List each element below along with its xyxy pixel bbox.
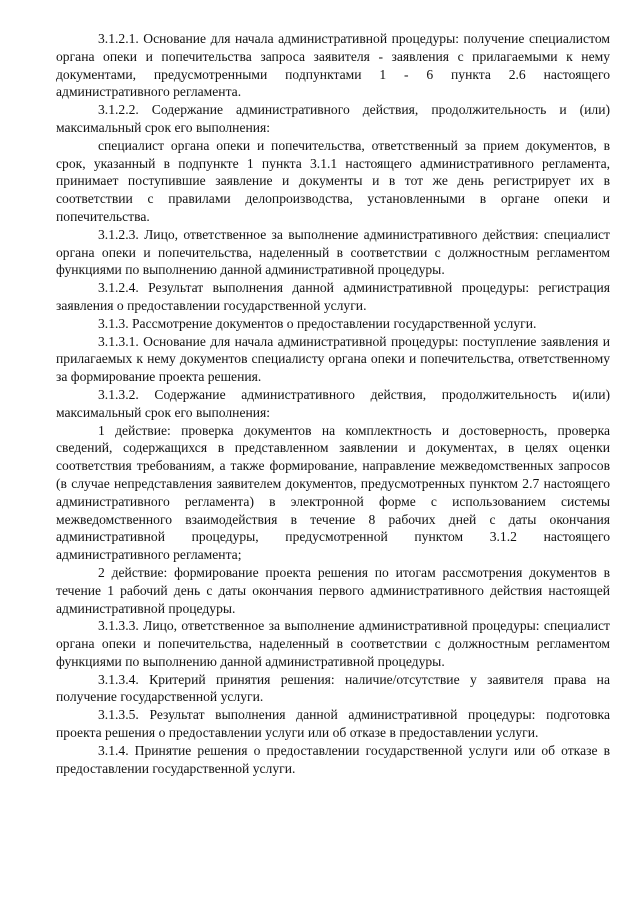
paragraph-3-1-3-1: 3.1.3.1. Основание для начала административной процедуры: поступление заявления и прилагаемых к нему документов специалисту органа опеки и попечительства, ответственному за формирование проекта решения. xyxy=(56,333,610,385)
paragraph-action-2: 2 действие: формирование проекта решения по итогам рассмотрения документов в течение 1 рабочий день с даты окончания первого административного действия настоящей административной процедуры. xyxy=(56,564,610,616)
paragraph-3-1-2-4: 3.1.2.4. Результат выполнения данной административной процедуры: регистрация заявления о предоставлении государственной услуги. xyxy=(56,280,610,313)
paragraph-3-1-2-2: 3.1.2.2. Содержание административного действия, продолжительность и (или) максимальный срок его выполнения: xyxy=(56,102,610,135)
paragraph-3-1-3-2: 3.1.3.2. Содержание административного действия, продолжительность и(или) максимальный срок его выполнения: xyxy=(56,386,610,420)
paragraph-3-1-3-3: 3.1.3.3. Лицо, ответственное за выполнение административной процедуры: специалист органа опеки и попечительства, наделенный в соответствии с должностным регламентом функциями по выполнению данной административной процедуры. xyxy=(56,618,610,669)
paragraph-3-1-3-5: 3.1.3.5. Результат выполнения данной административной процедуры: подготовка проекта решения о предоставлении услуги или об отказе в предоставлении услуги. xyxy=(56,707,610,741)
document-page xyxy=(56,30,610,777)
paragraph-3-1-2-1: 3.1.2.1. Основание для начала административной процедуры: получение специалистом органа опеки и попечительства запроса заявителя - заявления с прилагаемыми к нему документами, предусмотренными подпунктами 1 - 6 пункта 2.6 настоящего административного регламента. xyxy=(56,31,610,100)
paragraph-3-1-2-3: 3.1.2.3. Лицо, ответственное за выполнение административного действия: специалист органа опеки и попечительства, наделенный в соответствии с должностным регламентом функциями по выполнению данной административной процедуры. xyxy=(56,226,610,278)
paragraph-3-1-4: 3.1.4. Принятие решения о предоставлении государственной услуги или об отказе в предоставлении государственной услуги. xyxy=(56,742,610,776)
paragraph-3-1-2-2-text: специалист органа опеки и попечительства, ответственный за прием документов, в срок, указанный в подпункте 1 пункта 3.1.1 настоящего административного регламента, принимает поступившие заявление и документы и в тот же день регистрирует их в соответствии с правилами делопроизводства, установленными в органе опеки и попечительства. xyxy=(56,137,610,224)
paragraph-3-1-3: 3.1.3. Рассмотрение документов о предоставлении государственной услуги. xyxy=(98,315,537,331)
paragraph-action-1: 1 действие: проверка документов на комплектность и достоверность, проверка сведений, содержащихся в представленном заявлении и документах, в целях оценки соответствия требованиям, а также формирование, направление межведомственных запросов (в случае непредставления заявителем документов, предусмотренных пунктом 2.7 настоящего административного регламента) в электронной форме с использованием системы межведомственного взаимодействия в течение 8 рабочих дней с даты окончания административной процедуры, предусмотренной пунктом 3.1.2 настоящего административного регламента; xyxy=(56,422,610,563)
paragraph-3-1-3-4: 3.1.3.4. Критерий принятия решения: наличие/отсутствие у заявителя права на получение государственной услуги. xyxy=(56,671,610,705)
